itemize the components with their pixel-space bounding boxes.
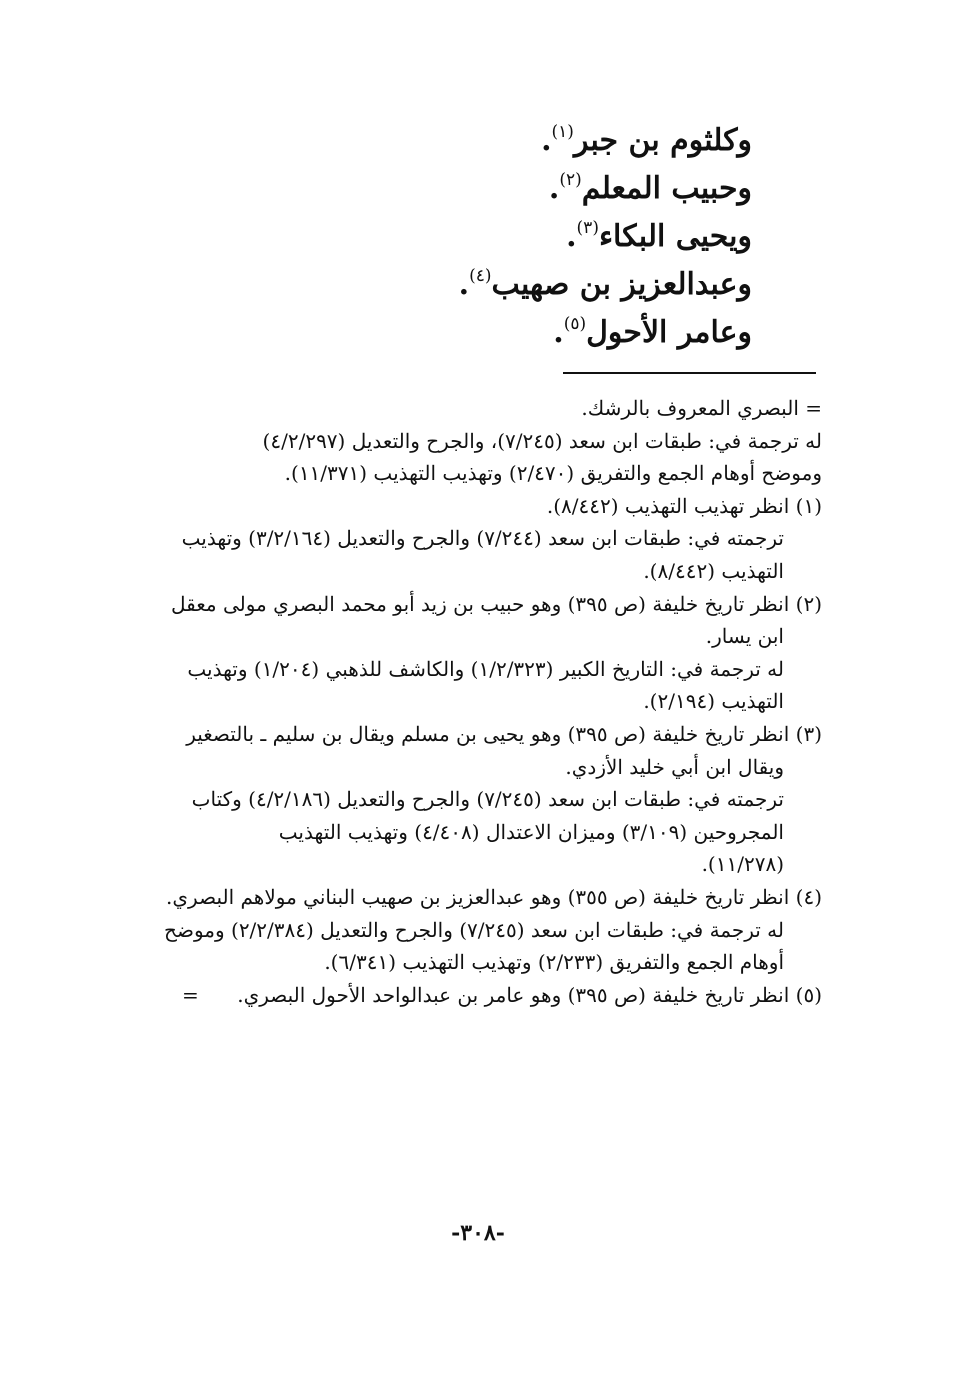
- page-number: -٣٠٨-: [451, 1220, 505, 1246]
- footnote-carry-line: وموضح أوهام الجمع والتفريق (٢/٤٧٠) وتهذيب التهذيب (١١/٣٧١).: [284, 461, 822, 486]
- footnote-4-line: أوهام الجمع والتفريق (٢/٢٣٣) وتهذيب التهذيب (٦/٣٤١).: [324, 950, 784, 975]
- footnote-carry-line: = البصري المعروف بالرشك.: [581, 396, 822, 420]
- footnote-1-line: (١) انظر تهذيب التهذيب (٨/٤٤٢).: [546, 493, 822, 518]
- footnotes-section: [132, 392, 822, 1011]
- narrator-line: وعامر الأحول$^{(٥)}$.: [553, 314, 752, 350]
- footnote-2-line: له ترجمة في: التاريخ الكبير (١/٢/٣٢٣) والكاشف للذهبي (١/٢٠٤) وتهذيب: [187, 656, 784, 681]
- narrator-line: وعبدالعزيز بن صهيب$^{(٤)}$.: [458, 266, 752, 302]
- narrator-name: وعبدالعزيز بن صهيب: [491, 267, 752, 302]
- footnote-4-line: له ترجمة في: طبقات ابن سعد (٧/٢٤٥) والجرح والتعديل (٢/٢/٣٨٤) وموضح: [164, 917, 784, 942]
- narrator-name: وحبيب المعلم: [581, 171, 752, 206]
- footnote-2-line: (٢) انظر تاريخ خليفة (ص ٣٩٥) وهو حبيب بن زيد أبو محمد البصري مولى معقل: [170, 591, 822, 616]
- footnote-2-line: ابن يسار.: [705, 624, 784, 649]
- footnote-3-line: (٣) انظر تاريخ خليفة (ص ٣٩٥) وهو يحيى بن مسلم ويقال بن سليم ـ بالتصغير: [186, 721, 822, 746]
- footnote-divider: [563, 372, 816, 374]
- footnote-ref[interactable]: (٢): [559, 170, 582, 190]
- footnote-3-line: ترجمته في: طبقات ابن سعد (٧/٢٤٥) والجرح والتعديل (٤/٢/١٨٦) وكتاب: [191, 787, 784, 812]
- footnote-4-line: (٤) انظر تاريخ خليفة (ص ٣٥٥) وهو عبدالعزيز بن صهيب البناني مولاهم البصري.: [166, 884, 822, 909]
- narrator-line: وحبيب المعلم$^{(٢)}$.: [548, 170, 752, 206]
- narrator-line: ويحيى البكاء$^{(٣)}$.: [566, 218, 752, 254]
- continuation-mark: =: [182, 982, 199, 1007]
- footnote-3-line: المجروحين (٣/١٠٩) وميزان الاعتدال (٤/٤٠٨) وتهذيب التهذيب: [278, 819, 784, 844]
- narrator-name: وكلثوم بن جبر: [573, 123, 752, 158]
- footnote-3-line: (١١/٢٧٨).: [701, 852, 784, 877]
- footnote-1-line: ترجمته في: طبقات ابن سعد (٧/٢٤٤) والجرح والتعديل (٣/٢/١٦٤) وتهذيب: [181, 526, 784, 551]
- footnote-2-line: التهذيب (٢/١٩٤).: [643, 689, 784, 714]
- footnote-ref[interactable]: (١): [551, 122, 574, 142]
- narrator-name: وعامر الأحول: [586, 315, 752, 350]
- footnote-3-line: ويقال ابن أبي خليد الأزدي.: [565, 754, 784, 779]
- footnote-5-line: [132, 979, 822, 1012]
- narrator-name: ويحيى البكاء: [598, 219, 752, 254]
- narrator-line: وكلثوم بن جبر$^{(١)}$.: [541, 122, 752, 158]
- footnote-ref[interactable]: (٥): [563, 314, 587, 334]
- narrator-list: [332, 110, 752, 350]
- footnote-carry-line: له ترجمة في: طبقات ابن سعد (٧/٢٤٥)، والجرح والتعديل (٤/٢/٢٩٧): [262, 428, 822, 453]
- footnote-ref[interactable]: (٤): [469, 266, 492, 286]
- footnote-1-line: التهذيب (٨/٤٤٢).: [643, 558, 784, 583]
- footnote-5-text: (٥) انظر تاريخ خليفة (ص ٣٩٥) وهو عامر بن عبدالواحد الأحول البصري.: [237, 982, 822, 1007]
- footnote-ref[interactable]: (٣): [576, 218, 599, 238]
